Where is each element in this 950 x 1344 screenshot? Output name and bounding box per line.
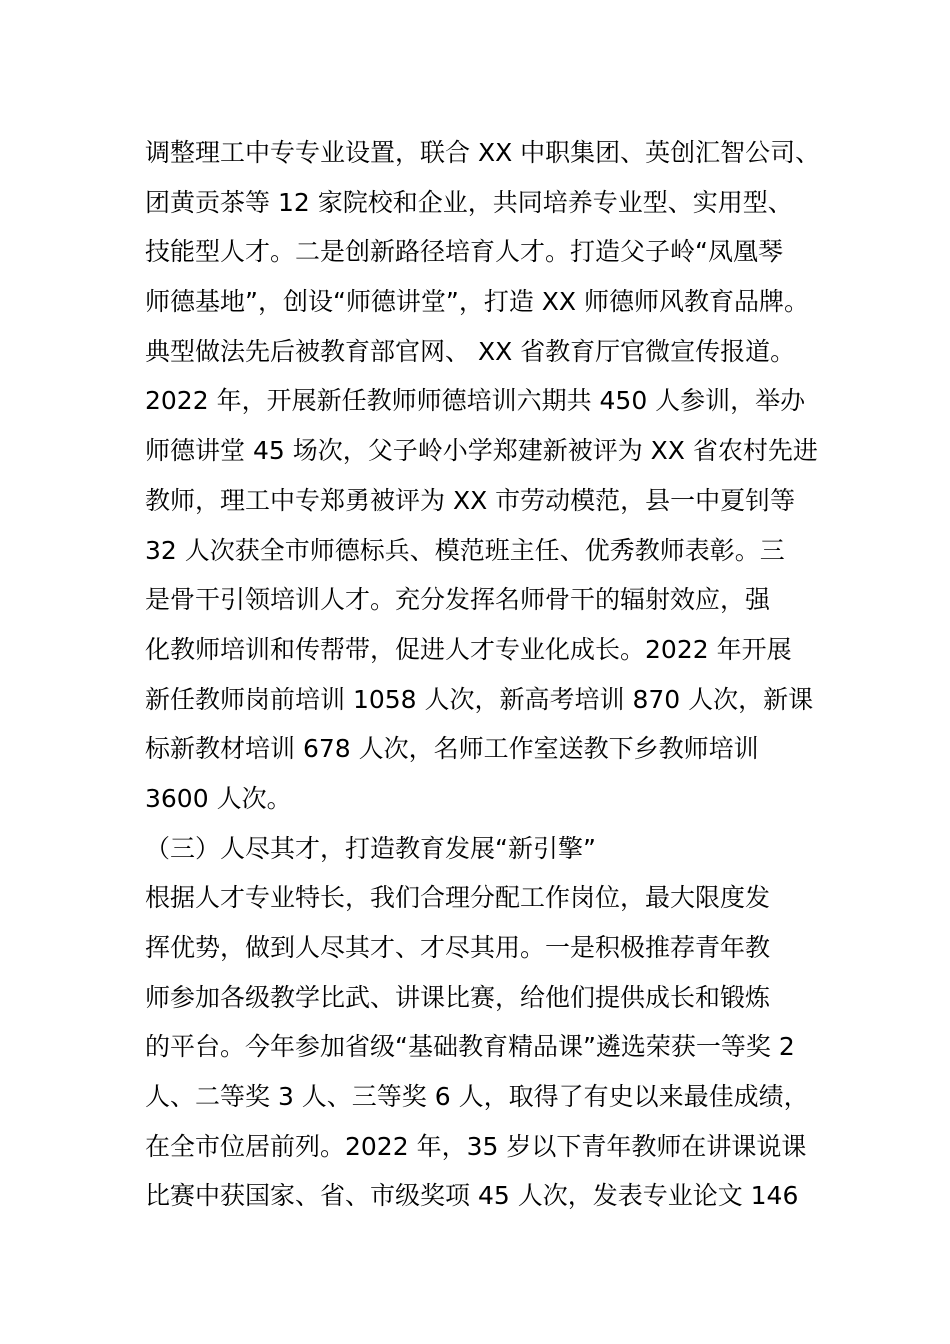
text-line: 在全市位居前列。2022 年，35 岁以下青年教师在讲课说课 [145, 1131, 807, 1161]
text-line: 技能型人才。二是创新路径培育人才。打造父子岭“凤凰琴 [145, 237, 783, 267]
section-heading: （三）人尽其才，打造教育发展“新引擎” [145, 833, 596, 863]
text-line: 是骨干引领培训人才。充分发挥名师骨干的辐射效应，强 [145, 585, 771, 615]
text-line: 调整理工中专专业设置，联合 XX 中职集团、英创汇智公司、 [145, 138, 821, 167]
text-line: 师德基地”，创设“师德讲堂”，打造 XX 师德师风教育品牌。 [145, 287, 810, 317]
text-line: 挥优势，做到人尽其才、才尽其用。一是积极推荐青年教 [145, 933, 771, 962]
text-line: 标新教材培训 678 人次，名师工作室送教下乡教师培训 [145, 734, 759, 764]
text-line: 师参加各级教学比武、讲课比赛，给他们提供成长和锻炼 [145, 982, 771, 1012]
text-line: 教师，理工中专郑勇被评为 XX 市劳动模范，县一中夏钊等 [145, 485, 796, 515]
text-line: 比赛中获国家、省、市级奖项 45 人次，发表专业论文 146 [145, 1181, 799, 1211]
text-line: 2022 年，开展新任教师师德培训六期共 450 人参训，举办 [145, 386, 806, 416]
text-line: 根据人才专业特长，我们合理分配工作岗位，最大限度发 [145, 883, 771, 913]
text-line: 3600 人次。 [145, 783, 292, 813]
text-line: 典型做法先后被教育部官网、 XX 省教育厅官微宣传报道。 [145, 336, 796, 366]
text-line: 师德讲堂 45 场次，父子岭小学郑建新被评为 XX 省农村先进 [145, 436, 818, 466]
text-line: 人、二等奖 3 人、三等奖 6 人，取得了有史以来最佳成绩， [145, 1082, 809, 1112]
text-line: 新任教师岗前培训 1058 人次，新高考培训 870 人次，新课 [145, 684, 814, 714]
text-line: 化教师培训和传帮带，促进人才专业化成长。2022 年开展 [145, 634, 792, 664]
document-body [145, 128, 825, 1221]
text-line: 的平台。今年参加省级“基础教育精品课”遴选荣获一等奖 2 [145, 1032, 795, 1062]
text-line: 32 人次获全市师德标兵、模范班主任、优秀教师表彰。三 [145, 535, 785, 565]
text-line: 团黄贡茶等 12 家院校和企业，共同培养专业型、实用型、 [145, 187, 793, 217]
